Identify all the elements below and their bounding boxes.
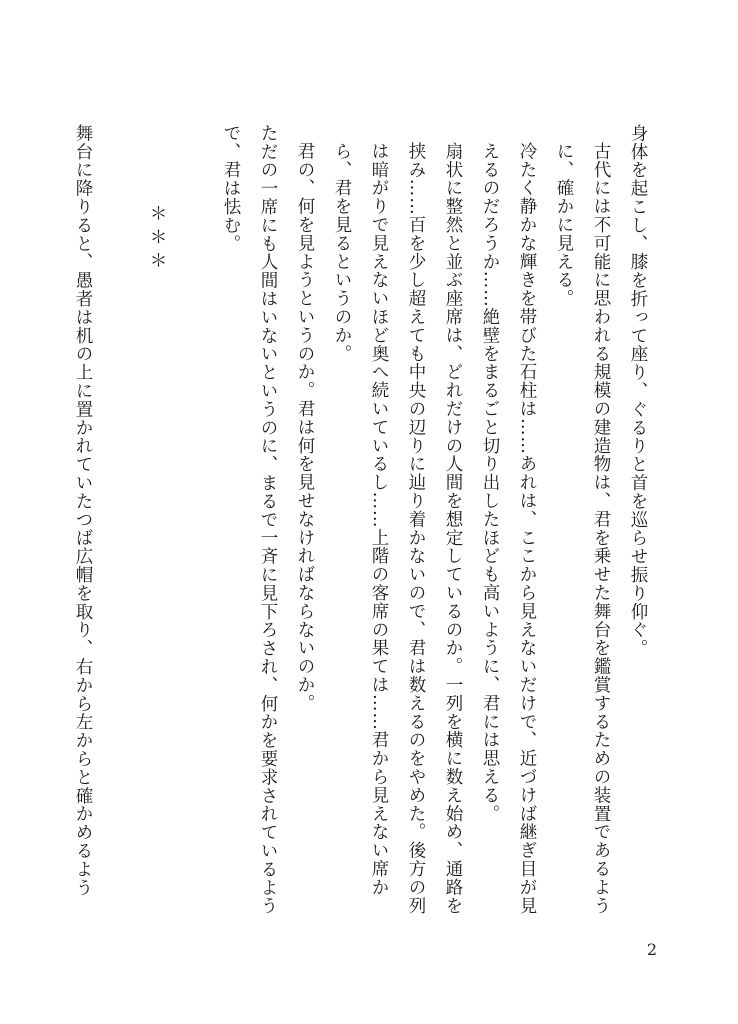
paragraph-after-separator: 舞台に降りると、愚者は机の上に置かれていたつば広帽を取り、右から左からと確かめるよう	[73, 124, 93, 897]
blank-column	[175, 124, 212, 924]
paragraph-5: 君の、何を見ようというのか。君は何を見せなければならないのか。	[295, 142, 315, 713]
section-separator: ＊＊＊	[147, 204, 167, 275]
paragraph-6: ただの一席にも人間はいないというのに、まるで一斉に見下ろされ、何かを要求されているようで、君は怯む。	[221, 124, 278, 916]
paragraph-1: 身体を起こし、膝を折って座り、ぐるりと首を巡らせ振り仰ぐ。	[628, 124, 648, 658]
blank-column-2	[101, 124, 138, 924]
paragraph-2: 古代には不可能に思われる規模の建造物は、君を乗せた舞台を鑑賞するための装置であるように、確かに見える。	[554, 142, 611, 915]
page-number: 2	[646, 940, 658, 959]
paragraph-3: 冷たく静かな輝きを帯びた石柱は……あれは、ここから見えないだけで、近づけば継ぎ目が見えるのだろうか……絶壁をまるごと切り出したほども高いように、君には思える。	[480, 142, 537, 915]
vertical-text-body	[73, 124, 656, 924]
paragraph-4: 扇状に整然と並ぶ座席は、どれだけの人間を想定しているのか。一列を横に数え始め、通路を挟み……百を少し超えても中央の辺りに辿り着かないので、君は数えるのをやめた。後方の列は暗がりで見えないほど奥へ続いているし……上階の客席の果ては……君から見えない席から、君を見るというのか。	[332, 142, 463, 915]
